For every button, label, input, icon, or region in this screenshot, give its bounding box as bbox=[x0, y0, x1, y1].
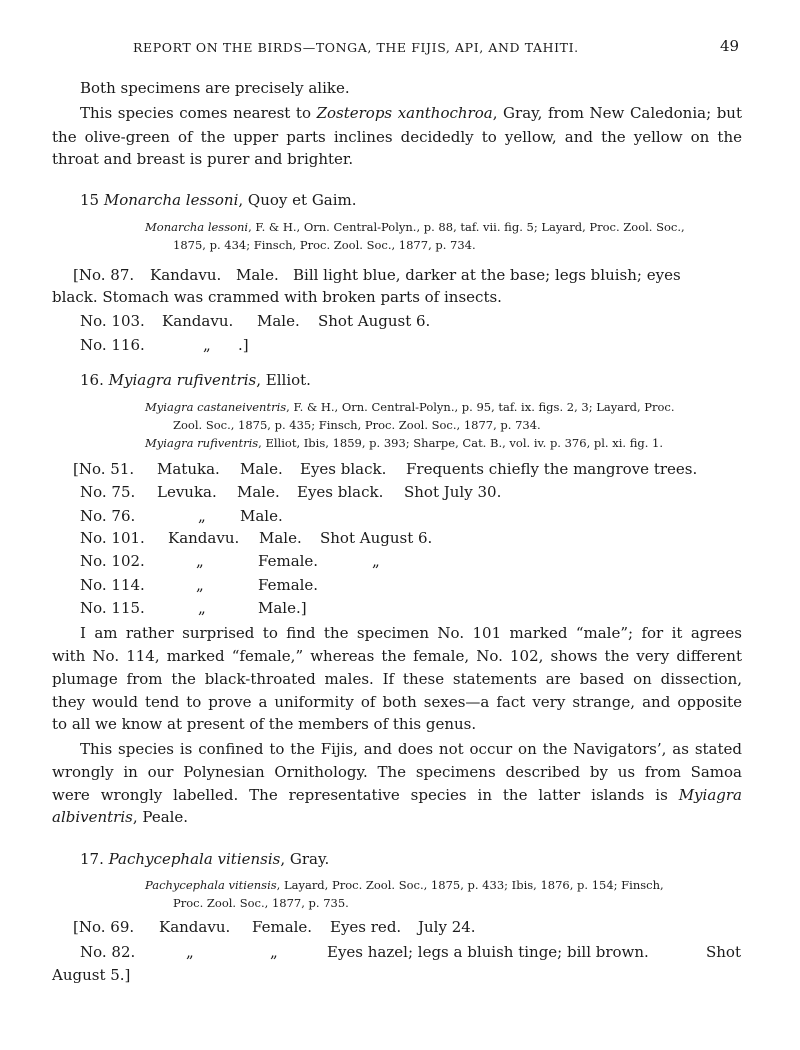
specimen-row: [No. 87. Kandavu. Male. Bill light blue, darker at the base; legs bluish; eyes bbox=[73, 266, 681, 284]
species-15-reference-1: Monarcha lessoni, F. & H., Orn. Central-Polyn., p. 88, taf. vii. fig. 5; Layard, Proc. Zool. Soc., bbox=[145, 220, 685, 234]
specimen-row-continued: black. Stomach was crammed with broken parts of insects. bbox=[52, 288, 502, 306]
page-number: 49 bbox=[720, 37, 740, 55]
specimen-row: [No. 69. Kandavu. Female. Eyes red. July 24. bbox=[73, 918, 476, 936]
specimen-row: No. 115. „ Male.] bbox=[80, 599, 307, 617]
species-16-paragraph-2-line: albiventris, Peale. bbox=[52, 808, 189, 826]
species-16-reference-1: Myiagra castaneiventris, F. & H., Orn. Central-Polyn., p. 95, taf. ix. figs. 2, 3; Layard, Proc. bbox=[145, 400, 675, 414]
species-16-heading: 16. Myiagra rufiventris, Elliot. bbox=[80, 371, 311, 389]
species-16-paragraph-1-line: to all we know at present of the members of this genus. bbox=[52, 715, 477, 733]
species-16-paragraph-2-line: were wrongly labelled. The representative species in the latter islands is Myiagra bbox=[52, 786, 742, 804]
species-16-reference-3: Myiagra rufiventris, Elliot, Ibis, 1859, p. 393; Sharpe, Cat. B., vol. iv. p. 376, pl. xi. fig. 1. bbox=[145, 436, 664, 450]
specimen-row: No. 76. „ Male. bbox=[80, 507, 283, 525]
specimen-row: No. 116. „ .] bbox=[80, 336, 249, 354]
species-16-paragraph-1-line: they would tend to prove a uniformity of both sexes—a fact very strange, and opposite bbox=[52, 693, 742, 711]
specimen-row: No. 82. „ „ Eyes hazel; legs a bluish tinge; bill brown. Shot bbox=[80, 943, 741, 961]
intro-line-4: throat and breast is purer and brighter. bbox=[52, 150, 354, 168]
species-17-reference-2: Proc. Zool. Soc., 1877, p. 735. bbox=[173, 896, 349, 910]
species-17-reference-1: Pachycephala vitiensis, Layard, Proc. Zool. Soc., 1875, p. 433; Ibis, 1876, p. 154; Finsch, bbox=[145, 878, 664, 892]
intro-line-2: This species comes nearest to Zosterops xanthochroa, Gray, from New Caledonia; but bbox=[80, 104, 742, 122]
species-16-paragraph-2-line: This species is confined to the Fijis, and does not occur on the Navigators’, as stated bbox=[80, 740, 742, 758]
species-17-heading: 17. Pachycephala vitiensis, Gray. bbox=[80, 850, 330, 868]
specimen-row: [No. 51. Matuka. Male. Eyes black. Frequents chiefly the mangrove trees. bbox=[73, 460, 698, 478]
species-15-reference-2: 1875, p. 434; Finsch, Proc. Zool. Soc., 1877, p. 734. bbox=[173, 238, 476, 252]
specimen-row: No. 101. Kandavu. Male. Shot August 6. bbox=[80, 529, 433, 547]
species-16-paragraph-1-line: with No. 114, marked “female,” whereas the female, No. 102, shows the very different bbox=[52, 647, 742, 665]
specimen-row: No. 75. Levuka. Male. Eyes black. Shot July 30. bbox=[80, 483, 502, 501]
intro-line-1: Both specimens are precisely alike. bbox=[80, 79, 350, 97]
intro-line-3: the olive-green of the upper parts inclines decidedly to yellow, and the yellow on the bbox=[52, 128, 742, 146]
species-15-heading: 15 Monarcha lessoni, Quoy et Gaim. bbox=[80, 191, 357, 209]
species-16-reference-2: Zool. Soc., 1875, p. 435; Finsch, Proc. Zool. Soc., 1877, p. 734. bbox=[173, 418, 541, 432]
specimen-row: No. 102. „ Female. „ bbox=[80, 552, 380, 570]
specimen-row: No. 114. „ Female. bbox=[80, 576, 319, 594]
species-16-paragraph-1-line: plumage from the black-throated males. If these statements are based on dissection, bbox=[52, 670, 742, 688]
running-title: REPORT ON THE BIRDS—TONGA, THE FIJIS, API, AND TAHITI. bbox=[133, 40, 579, 55]
species-16-paragraph-2-line: wrongly in our Polynesian Ornithology. The specimens described by us from Samoa bbox=[52, 763, 742, 781]
species-16-paragraph-1-line: I am rather surprised to find the specimen No. 101 marked “male”; for it agrees bbox=[80, 624, 742, 642]
specimen-row-continued: August 5.] bbox=[52, 966, 131, 984]
specimen-row: No. 103. Kandavu. Male. Shot August 6. bbox=[80, 312, 431, 330]
